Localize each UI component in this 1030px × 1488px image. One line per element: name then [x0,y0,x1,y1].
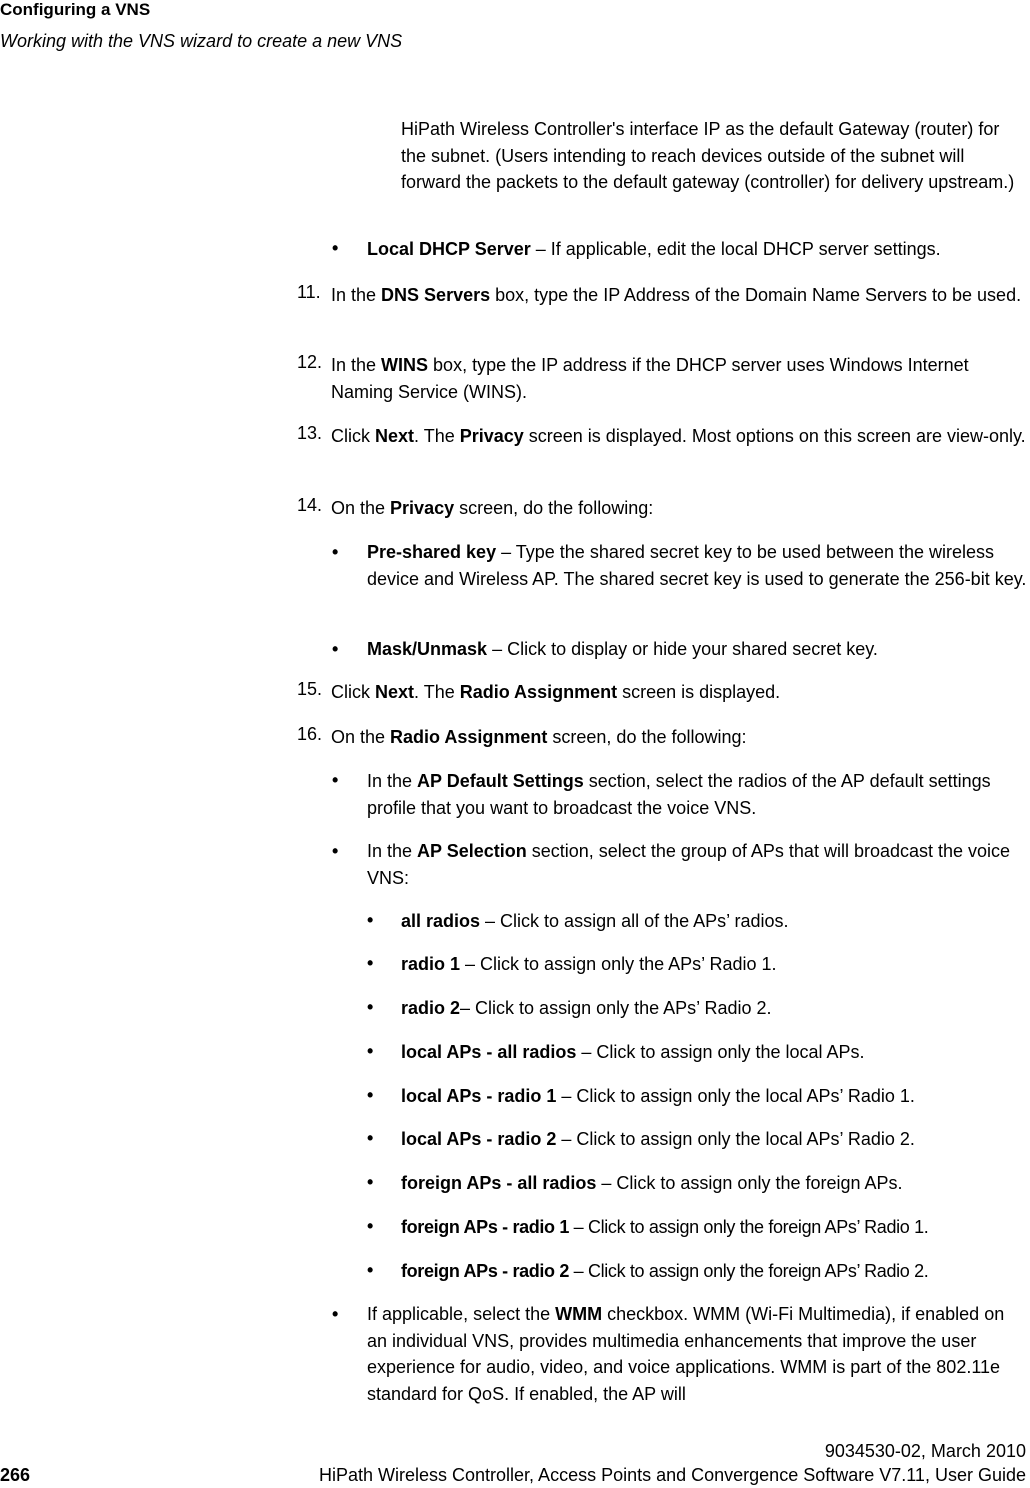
step-number: 16. [297,724,323,744]
step-text: . The [414,682,460,702]
ui-term: Radio Assignment [459,682,618,702]
chapter-title: Configuring a VNS [0,0,151,19]
term-description: – Type the shared secret key to be used between the wireless device and Wireless AP. The shared secret key is used to generate the 256-bit key. [367,542,1027,589]
step-text: box, type the IP address if the DHCP server uses Windows Internet Naming Service (WINS). [331,355,969,402]
term-description: – Click to assign only the local APs. [576,1042,865,1062]
step-text: In the [331,355,382,375]
step-number: 12. [297,352,323,372]
bullet: • [367,1128,374,1148]
bullet: • [367,1085,374,1105]
term-description: checkbox. WMM (Wi-Fi Multimedia), if enabled on an individual VNS, provides multimedia enhancements that improve the user experience for audio, video, and voice applications. WMM is part of the 802.11e standard for QoS. If enabled, the AP will [367,1304,1005,1404]
bullet: • [332,542,339,562]
bullet: • [332,639,339,659]
term-label: Mask/Unmask [367,639,488,659]
term-label: Pre-shared key [367,542,497,562]
step-text: On the [331,727,391,747]
ui-term: Privacy [390,498,455,518]
term-description: – If applicable, edit the local DHCP server settings. [530,239,941,259]
section-subtitle: Working with the VNS wizard to create a new VNS [0,31,403,51]
term-description: section, select the radios of the AP default settings profile that you want to broadcast the voice VNS. [367,771,991,818]
term-description: In the [367,771,418,791]
term-label: local APs - all radios [401,1042,577,1062]
term-label: foreign APs - radio 1 [401,1217,570,1237]
bullet: • [367,1041,374,1061]
step-text: Click [331,426,375,446]
term-description: – Click to display or hide your shared secret key. [487,639,878,659]
term-label: all radios [401,911,481,931]
step-number: 11. [297,282,321,302]
term-label: Local DHCP Server [367,239,531,259]
document-title: HiPath Wireless Controller, Access Points and Convergence Software V7.11, User Guide [318,1465,1026,1485]
term-label: foreign APs - radio 2 [401,1261,570,1281]
bullet: • [367,1216,374,1236]
term-label: foreign APs - all radios [401,1173,597,1193]
step-text: screen is displayed. [617,682,781,702]
step-text: screen, do the following: [454,498,654,518]
bullet: • [367,1172,374,1192]
step-text: Click [331,682,375,702]
term-label: radio 1 [401,954,461,974]
bullet: • [332,770,339,790]
ui-term: Radio Assignment [390,727,548,747]
bullet: • [332,238,339,258]
bullet: • [367,997,374,1017]
bullet: • [367,1260,374,1280]
ui-term: Next [375,682,415,702]
term-description: If applicable, select the [367,1304,556,1324]
term-description: section, select the group of APs that will broadcast the voice VNS: [367,841,1011,888]
term-description: In the [367,841,418,861]
term-label: local APs - radio 2 [401,1129,557,1149]
term-description: – Click to assign only the foreign APs’ Radio 2. [569,1261,929,1281]
step-number: 14. [297,495,323,515]
bullet: • [367,910,374,930]
intro-paragraph: HiPath Wireless Controller's interface IP as the default Gateway (router) for the subnet. (Users intending to reach devices outside of the subnet will forward the packets to the default gateway (controller) for delivery upstream.) [401,119,1015,192]
term-description: – Click to assign only the APs’ Radio 1. [460,954,777,974]
bullet: • [332,1304,339,1324]
ui-term: Next [375,426,415,446]
step-number: 15. [297,679,323,699]
term-description: – Click to assign only the local APs’ Radio 1. [556,1086,915,1106]
ui-term: Privacy [459,426,524,446]
term-label: radio 2 [401,998,461,1018]
term-description: – Click to assign all of the APs’ radios. [480,911,789,931]
term-label: local APs - radio 1 [401,1086,557,1106]
term-description: – Click to assign only the foreign APs. [596,1173,903,1193]
term-description: – Click to assign only the local APs’ Radio 2. [556,1129,915,1149]
step-text: In the [331,285,382,305]
bullet: • [367,953,374,973]
bullet: • [332,841,339,861]
term-description: – Click to assign only the foreign APs’ Radio 1. [569,1217,929,1237]
term-label: AP Default Settings [417,771,584,791]
term-description: – Click to assign only the APs’ Radio 2. [460,998,772,1018]
document-id: 9034530-02, March 2010 [824,1441,1026,1461]
term-label: WMM [555,1304,603,1324]
ui-term: WINS [381,355,429,375]
step-text: screen, do the following: [547,727,747,747]
step-text: box, type the IP Address of the Domain Name Servers to be used. [490,285,1022,305]
step-number: 13. [297,423,323,443]
page-number: 266 [0,1465,31,1485]
step-text: screen is displayed. Most options on this screen are view-only. [523,426,1026,446]
term-label: AP Selection [417,841,527,861]
ui-term: DNS Servers [381,285,491,305]
step-text: . The [414,426,460,446]
step-text: On the [331,498,391,518]
